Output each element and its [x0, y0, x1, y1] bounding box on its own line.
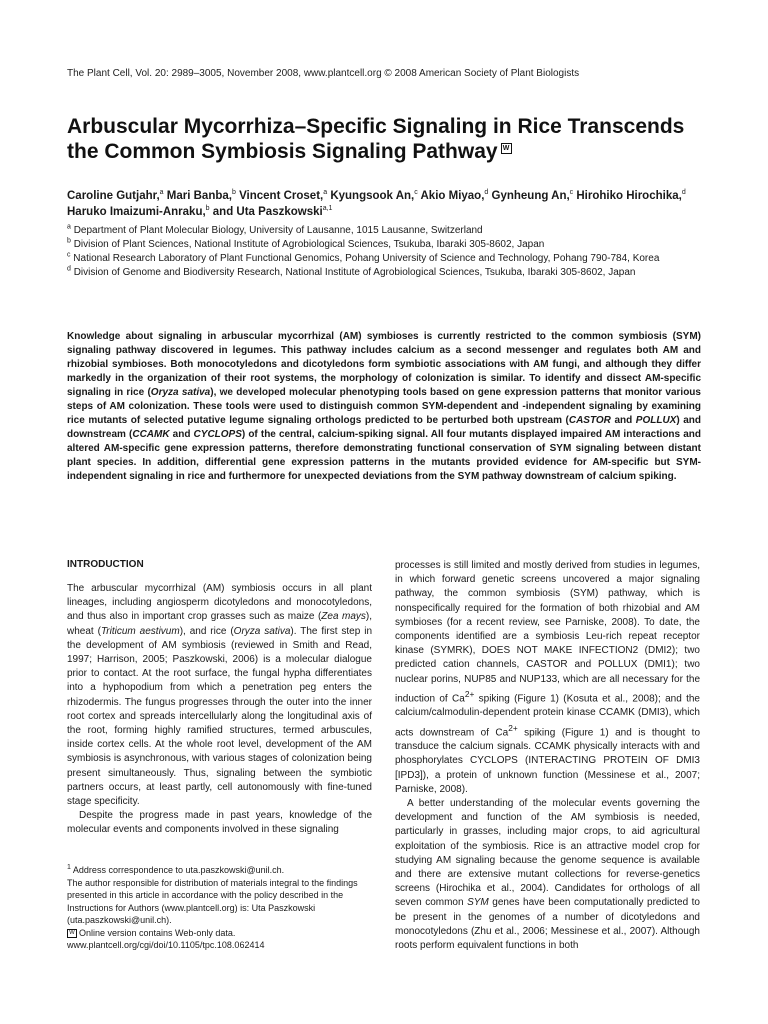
footnote-text: Online version contains Web-only data. [79, 927, 236, 938]
affil-mark: c [67, 251, 71, 259]
footnotes [67, 864, 372, 952]
abstract-species: Oryza sativa [150, 387, 211, 398]
affiliation-b [67, 238, 707, 252]
right-paragraph-1 [395, 559, 700, 797]
author-affil-mark: c [569, 189, 574, 197]
author-affil-mark: c [414, 189, 418, 197]
affil-mark: b [67, 237, 71, 245]
left-column [67, 559, 372, 838]
journal-citation-line: The Plant Cell, Vol. 20: 2989–3005, November 2008, www.plantcell.org © 2008 American Society of Plant Biologists [67, 68, 580, 79]
author-name: Haruko Imaizumi-Anraku, [67, 206, 206, 218]
author-name: Vincent Croset, [235, 190, 324, 202]
title-line-2-text: the Common Symbiosis Signaling Pathway [67, 140, 498, 163]
species-name: Zea mays [321, 611, 366, 623]
abstract [67, 330, 701, 484]
body-text: spiking (Figure 1) and is thought to transduce the calcium signals. CCAMK physically interacts with and phosphorylates CYCLOPS (INTERACTING PROTEIN OF DMI3 [IPD3]), a protein of unknown function (Messinese et al., 2007; Parniske, 2008). [395, 726, 700, 795]
title-line-2 [67, 139, 717, 164]
abstract-text: and [610, 415, 636, 426]
body-text: A better understanding of the molecular events governing the development and function of the AM symbiosis is needed, particularly in grasses, including major crops, to aid agricultural exploitation of the symbiosis. Rice is an attractive model crop for studying AM signaling because the genome sequence is available and there are extensive mutant collections for reverse-genetics screens (Hirochika et al., 2004). Candidates for orthologs of all seven common [395, 797, 700, 909]
abstract-gene: POLLUX [635, 415, 677, 426]
footnote-online [67, 927, 372, 940]
abstract-text: ), we developed molecular phenotyping tools based on gene expression patterns that monitor various steps of AM colonization. These tools were used to distinguish common SYM-dependent and -independent signaling by examining rice mutants of selected putative legume signaling orthologs predicted to be perturbed both upstream ( [67, 387, 701, 426]
intro-paragraph-2: Despite the progress made in past years, knowledge of the molecular events and components involved in these signaling [67, 810, 372, 836]
author-name: Hirohiko Hirochika, [573, 190, 682, 202]
affil-text: National Research Laboratory of Plant Functional Genomics, Pohang University of Science and Technology, Pohang 790-784, Korea [73, 253, 660, 264]
abstract-text: ) and downstream ( [67, 415, 701, 440]
title-line-1: Arbuscular Mycorrhiza–Specific Signaling in Rice Transcends [67, 115, 685, 138]
affil-text: Department of Plant Molecular Biology, University of Lausanne, 1015 Lausanne, Switzerland [73, 225, 483, 236]
right-paragraph-2 [395, 797, 700, 953]
footnote-address [67, 864, 372, 877]
author-name: and Uta Paszkowski [209, 206, 323, 218]
web-only-badge-icon: W [67, 929, 77, 938]
abstract-text: Knowledge about signaling in arbuscular mycorrhizal (AM) symbioses is currently restricted to the common symbiosis (SYM) signaling pathway discovered in legumes. This pathway includes calcium as a second messenger and regulates both AM and rhizobial symbioses. Both monocotyledons and dicotyledons form symbiotic associations with AM fungi, and although they differ markedly in the organization of their root systems, the morphology of colonization is similar. To identify and dissect AM-specific signaling in rice ( [67, 331, 701, 398]
affiliation-a [67, 224, 707, 238]
author-affil-mark: b [231, 189, 236, 197]
footnote-mark: 1 [67, 864, 71, 871]
introduction-heading: INTRODUCTION [67, 559, 144, 570]
author-name: Caroline Gutjahr, [67, 190, 160, 202]
body-text: processes is still limited and mostly derived from studies in legumes, in which forward genetic screens uncovered a major signaling pathway, the common symbiosis (SYM) pathway, which is nonspecifically required for the formation of both rhizobial and AM symbioses (for a recent review, see Parniske, 2008). To date, the components identified are a symbiosis Leu-rich repeat receptor kinase (SYMRK), DOES NOT MAKE INFECTION2 (DMI2); two predicted cation channels, CASTOR and POLLUX (DMI1); two nuclear porins, NUP85 and NUP133, which are all necessary for the induction of Ca [395, 560, 700, 705]
article-title [67, 114, 717, 164]
body-text: genes have been computationally predicted to be present in the genomes of a number of dicotyledons and monocotyledons (Zhu et al., 2006; Messinese et al., 2007). Although roots perform equivalent functions in both [395, 897, 700, 951]
author-name: Kyungsook An, [327, 190, 415, 202]
body-text: ). The first step in the development of AM symbiosis (reviewed in Smith and Read, 1997; Harrison, 2005; Paszkowski, 2006) is a molecular dialogue prior to contact. At the root surface, the fungal hypha differentiates into a hyphopodium from which a penetration peg enters the rhizodermis. The fungus progresses through the outer into the inner root cortex and spreads intercellularly along the longitudinal axis of the root, forming highly ramified structures, termed arbuscules, inside cortex cells. At the whole root level, development of the AM symbiosis is asynchronous, with various stages of colonization being present simultaneously. Thus, signaling between the symbiotic partners occurs, at least partly, cell autonomously with fine-tuned stage specificity. [67, 625, 372, 808]
abstract-gene: CASTOR [568, 415, 611, 426]
body-text: ), and rice ( [179, 625, 234, 637]
charge-superscript: 2+ [464, 688, 475, 699]
species-name: Triticum aestivum [100, 625, 180, 637]
author-affil-mark: b [205, 205, 210, 213]
web-only-badge-icon: W [501, 143, 512, 154]
author-list [67, 188, 717, 220]
affil-text: Division of Genome and Biodiversity Research, National Institute of Agrobiological Sciences, Tsukuba, Ibaraki 305-8602, Japan [73, 267, 636, 278]
charge-superscript: 2+ [508, 722, 518, 733]
affil-mark: a [67, 223, 71, 231]
author-affil-mark: a,1 [322, 205, 333, 213]
author-name: Mari Banba, [163, 190, 232, 202]
affiliation-c [67, 252, 707, 266]
body-text: The arbuscular mycorrhizal (AM) symbiosis occurs in all plant lineages, including angiosperm dicotyledons and monocotyledons, and thus also in important crop grasses such as maize ( [67, 583, 372, 623]
abstract-gene: CCAMK [132, 429, 170, 440]
author-affil-mark: d [484, 189, 489, 197]
abstract-text: ) of the central, calcium-spiking signal. All four mutants displayed impaired AM interactions and altered AM-specific gene expression patterns, therefore demonstrating functional conservation of SYM signaling between distant plant species. In addition, differential gene expression patterns in the mutants provided evidence for AM-specific but SYM-independent signaling in rice and furthermore for unexpected deviations from the SYM pathway downstream of calcium spiking. [67, 429, 701, 482]
affiliation-d [67, 266, 707, 280]
author-affil-mark: a [159, 189, 164, 197]
intro-paragraph-1 [67, 582, 372, 809]
right-column [395, 559, 700, 953]
body-text: spiking (Figure 1) (Kosuta et al., 2008); and the calcium/calmodulin-dependent protein kinase CCAMK (DMI3), which acts downstream of Ca [395, 693, 700, 738]
author-name: Gynheung An, [488, 190, 570, 202]
footnote-doi: www.plantcell.org/cgi/doi/10.1105/tpc.108.062414 [67, 940, 265, 950]
author-name: Akio Miyao, [417, 190, 485, 202]
affiliation-list [67, 224, 707, 280]
footnote-responsibility: The author responsible for distribution of materials integral to the findings presented in this article in accordance with the policy described in the Instructions for Authors (www.plantcell.org) is: Uta Paszkowski (uta.paszkowski@unil.ch). [67, 877, 358, 925]
affil-mark: d [67, 265, 71, 273]
author-affil-mark: d [681, 189, 686, 197]
species-name: Oryza sativa [233, 625, 291, 637]
gene-name: SYM [467, 897, 489, 909]
affil-text: Division of Plant Sciences, National Institute of Agrobiological Sciences, Tsukuba, Ibaraki 305-8602, Japan [73, 239, 545, 250]
abstract-gene: CYCLOPS [193, 429, 242, 440]
abstract-text: and [169, 429, 194, 440]
footnote-text: Address correspondence to uta.paszkowski@unil.ch. [72, 865, 285, 875]
author-affil-mark: a [323, 189, 328, 197]
body-text: ), wheat ( [67, 611, 373, 637]
